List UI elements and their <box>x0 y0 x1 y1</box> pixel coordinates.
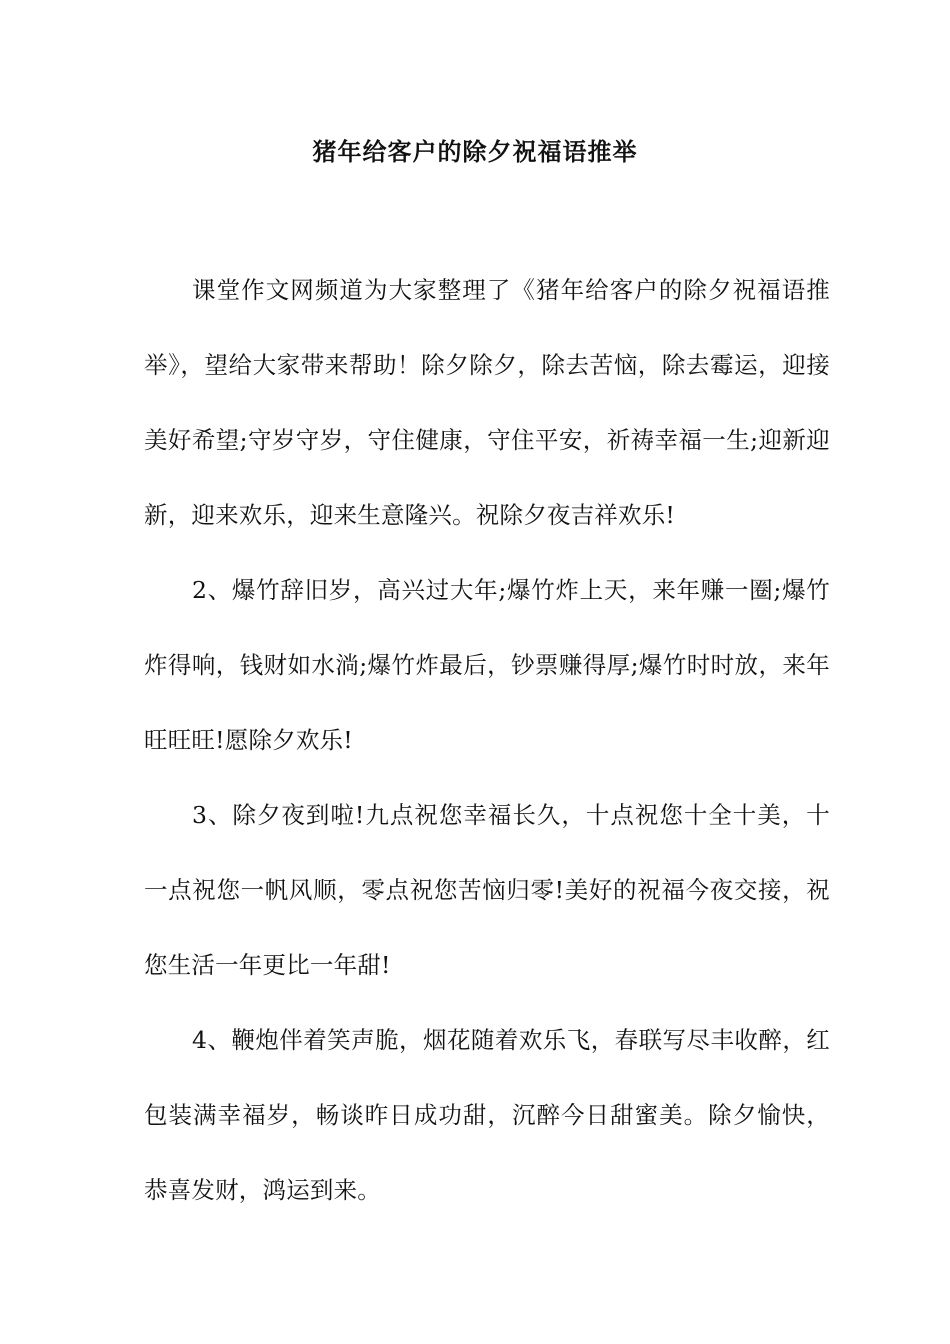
document-body <box>144 253 830 1228</box>
paragraph-4: 4、鞭炮伴着笑声脆，烟花随着欢乐飞，春联写尽丰收醉，红包装满幸福岁，畅谈昨日成功甜，沉醉今日甜蜜美。除夕愉快，恭喜发财，鸿运到来。 <box>144 1026 830 1204</box>
paragraph-3: 3、除夕夜到啦!九点祝您幸福长久，十点祝您十全十美，十一点祝您一帆风顺，零点祝您苦恼归零!美好的祝福今夜交接，祝您生活一年更比一年甜! <box>144 801 830 979</box>
document-title: 猪年给客户的除夕祝福语推举 <box>312 138 638 166</box>
paragraph-2: 2、爆竹辞旧岁，高兴过大年;爆竹炸上天，来年赚一圈;爆竹炸得响，钱财如水淌;爆竹炸最后，钞票赚得厚;爆竹时时放，来年旺旺旺!愿除夕欢乐! <box>144 576 830 754</box>
paragraph-intro: 课堂作文网频道为大家整理了《猪年给客户的除夕祝福语推举》，望给大家带来帮助！除夕除夕，除去苦恼，除去霉运，迎接美好希望;守岁守岁，守住健康，守住平安，祈祷幸福一生;迎新迎新，迎来欢乐，迎来生意隆兴。祝除夕夜吉祥欢乐! <box>144 276 830 529</box>
